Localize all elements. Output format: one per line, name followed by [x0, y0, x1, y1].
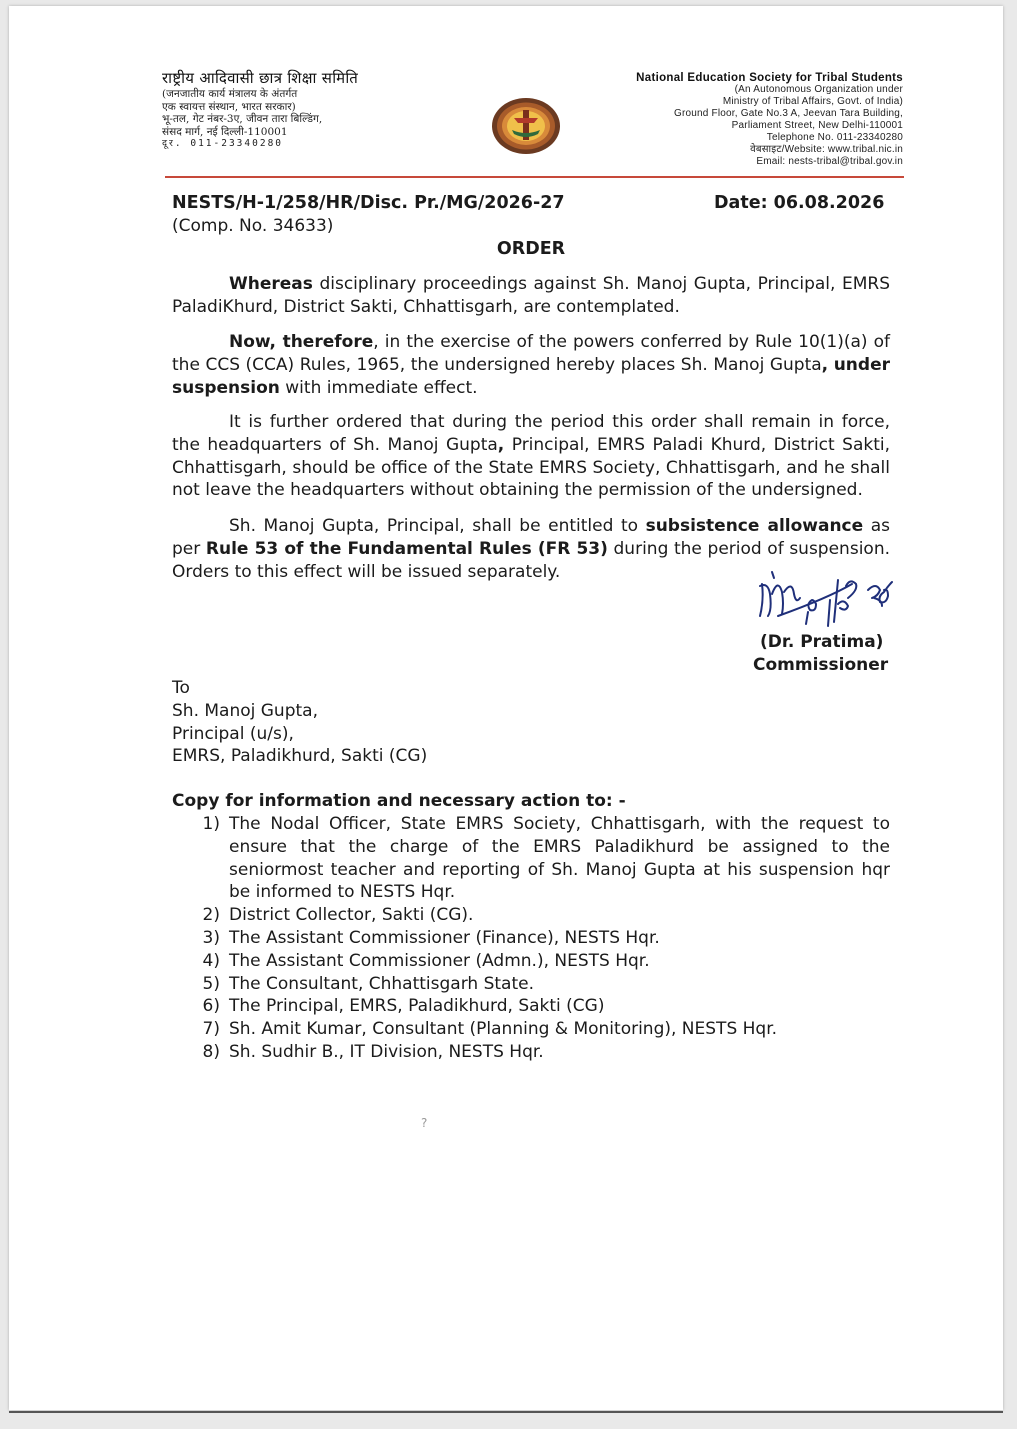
copy-item-text: The Assistant Commissioner (Admn.), NESTS Hqr. — [229, 950, 650, 971]
paragraph-text: with immediate effect. — [279, 377, 478, 398]
copy-item-number: 4) — [202, 950, 220, 971]
paragraph-now-therefore — [172, 331, 890, 399]
copy-item-text: Sh. Sudhir B., IT Division, NESTS Hqr. — [229, 1041, 544, 1062]
copy-item-number: 6) — [202, 996, 220, 1017]
copy-list-item — [172, 995, 890, 1018]
addressee-line: EMRS, Paladikhurd, Sakti (CG) — [172, 746, 428, 767]
paragraph-text: Principal, EMRS Paladi Khurd, District Sakti, Chhattisgarh, should be office of the State EMRS Society, Chhattisgarh, and he shall not leave the headquarters without obtaining the permission of the undersigned. — [172, 434, 890, 501]
bold-lead: Whereas — [229, 274, 313, 294]
addressee-to: To — [172, 678, 190, 698]
copy-item-number: 2) — [202, 905, 220, 926]
signatory-name: (Dr. Pratima) — [760, 632, 884, 652]
copy-item-text: The Assistant Commissioner (Finance), NESTS Hqr. — [229, 927, 660, 948]
paragraph-text: as per — [172, 516, 891, 559]
bold-comma: , — [821, 354, 829, 375]
copy-list-item — [172, 927, 890, 950]
comp-number: (Comp. No. 34633) — [172, 216, 334, 236]
bold-rule-53: Rule 53 of the Fundamental Rules (FR 53) — [205, 538, 608, 559]
document-heading: ORDER — [496, 239, 566, 259]
page-bottom-edge — [9, 1411, 1003, 1413]
copy-list-item — [172, 950, 890, 973]
letterhead-english-website: वेबसाइट/Website: www.tribal.nic.in — [750, 144, 903, 155]
paragraph-text: Sh. Manoj Gupta, Principal, shall be entitled to — [229, 516, 646, 536]
letterhead-hindi-line: संसद मार्ग, नई दिल्ली-110001 — [162, 125, 288, 138]
order-date: Date: 06.08.2026 — [714, 193, 885, 213]
letterhead-english — [636, 72, 903, 168]
bold-subsistence-allowance: subsistence allowance — [645, 516, 864, 536]
copy-list-item — [172, 1018, 890, 1041]
paragraph-whereas — [172, 273, 890, 319]
bold-lead: Now, therefore — [229, 332, 374, 352]
handwritten-signature — [748, 564, 898, 634]
letterhead-english-email: Email: nests-tribal@tribal.gov.in — [756, 156, 903, 167]
copy-item-text: The Consultant, Chhattisgarh State. — [229, 973, 534, 994]
copy-item-number: 1) — [202, 814, 220, 834]
copy-list-item — [172, 1041, 890, 1064]
signatory-designation: Commissioner — [753, 655, 889, 675]
stray-mark: ? — [421, 1116, 428, 1130]
paragraph-text: during the period of suspension. Orders to this effect will be issued separately. — [172, 538, 890, 582]
nests-emblem-icon — [490, 96, 562, 156]
letterhead-hindi-phone: दूर. 011-23340280 — [162, 138, 284, 149]
paragraph-text: , in the exercise of the powers conferred by Rule 10(1)(a) of the CCS (CCA) Rules, 1965, the undersigned hereby places Sh. Manoj Gupta — [172, 332, 890, 375]
letterhead-english-title: National Education Society for Tribal Students — [636, 72, 903, 84]
addressee-line: Sh. Manoj Gupta, — [172, 700, 318, 721]
copy-list — [172, 813, 890, 1064]
bold-under-suspension: under suspension — [172, 354, 890, 398]
copy-list-item — [172, 813, 890, 904]
copy-list-item — [172, 904, 890, 927]
bold-comma: , — [497, 434, 505, 455]
letterhead-hindi-title: राष्ट्रीय आदिवासी छात्र शिक्षा समिति — [162, 69, 359, 87]
copy-item-number: 7) — [202, 1019, 220, 1040]
copy-item-text: District Collector, Sakti (CG). — [229, 905, 474, 926]
copy-item-text: Sh. Amit Kumar, Consultant (Planning & Monitoring), NESTS Hqr. — [229, 1019, 778, 1040]
copy-item-number: 5) — [202, 973, 220, 994]
letterhead-english-line: (An Autonomous Organization under — [734, 84, 903, 95]
letterhead-hindi-line: (जनजातीय कार्य मंत्रालय के अंतर्गत — [162, 88, 298, 100]
letterhead-english-line: Ground Floor, Gate No.3 A, Jeevan Tara Building, — [674, 108, 903, 119]
letterhead-divider — [165, 176, 904, 178]
document-page — [9, 6, 1003, 1410]
letterhead-english-line: Ministry of Tribal Affairs, Govt. of India) — [722, 96, 903, 107]
copy-list-item — [172, 973, 890, 996]
copy-item-text: The Principal, EMRS, Paladikhurd, Sakti (CG) — [229, 996, 605, 1017]
letterhead-hindi — [162, 68, 502, 151]
copy-heading: Copy for information and necessary action to: - — [172, 791, 626, 811]
copy-item-number: 8) — [202, 1041, 220, 1062]
letterhead-english-phone: Telephone No. 011-23340280 — [766, 132, 903, 143]
letterhead-hindi-line: एक स्वायत्त संस्थान, भारत सरकार) — [162, 100, 296, 113]
paragraph-text: It is further ordered that during the period this order shall remain in force, the headquarters of Sh. Manoj Gupta — [172, 412, 890, 455]
paragraph-text: disciplinary proceedings against Sh. Manoj Gupta, Principal, EMRS PaladiKhurd, District Sakti, Chhattisgarh, are contemplated. — [172, 274, 890, 317]
letterhead-english-line: Parliament Street, New Delhi-110001 — [731, 120, 903, 131]
copy-item-number: 3) — [202, 927, 220, 948]
paragraph-headquarters — [172, 411, 890, 502]
reference-number: NESTS/H-1/258/HR/Disc. Pr./MG/2026-27 — [172, 193, 565, 213]
addressee-line: Principal (u/s), — [172, 723, 294, 744]
copy-item-text: The Nodal Officer, State EMRS Society, Chhattisgarh, with the request to ensure that the charge of the EMRS Paladikhurd be assigned to the seniormost teacher and reporting of Sh. Manoj Gupta at his suspension hqr be informed to NESTS Hqr. — [229, 814, 890, 903]
letterhead-hindi-line: भू-तल, गेट नंबर-3ए, जीवन तारा बिल्डिंग, — [162, 113, 323, 125]
addressee-block — [172, 677, 427, 768]
